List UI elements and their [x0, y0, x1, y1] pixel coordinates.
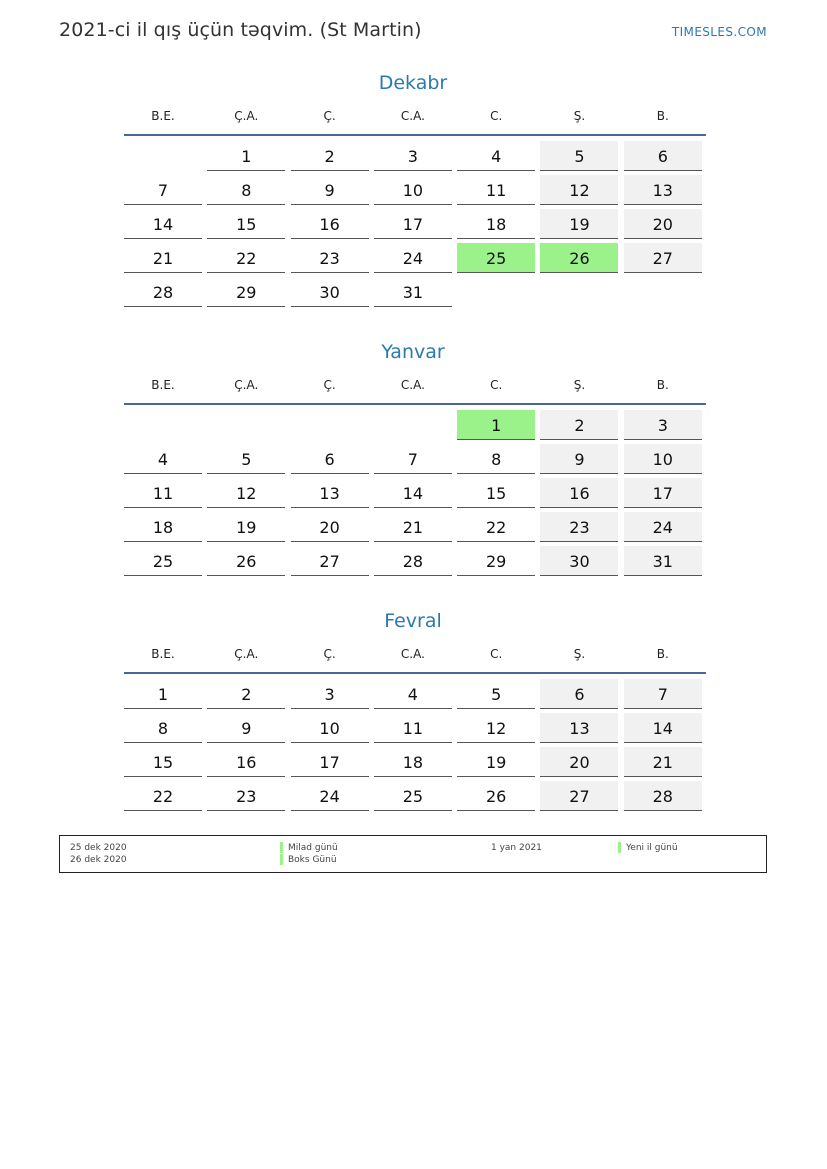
day-cell: 18 — [124, 512, 202, 542]
day-cell: 4 — [457, 141, 535, 171]
day-cell: 22 — [124, 781, 202, 811]
day-cell: 25 — [374, 781, 452, 811]
day-cell: 5 — [207, 444, 285, 474]
month-february — [122, 606, 704, 811]
day-cell: 11 — [457, 175, 535, 205]
day-cell: 9 — [207, 713, 285, 743]
day-cell: 27 — [624, 243, 702, 273]
day-cell: 15 — [124, 747, 202, 777]
day-cell: 2 — [291, 141, 369, 171]
day-cell: 23 — [207, 781, 285, 811]
day-cell-empty — [540, 277, 618, 307]
day-cell: 6 — [624, 141, 702, 171]
day-cell: 13 — [540, 713, 618, 743]
day-cell-empty — [207, 410, 285, 440]
day-cell: 14 — [124, 209, 202, 239]
day-cell: 5 — [540, 141, 618, 171]
day-cell: 21 — [624, 747, 702, 777]
legend-holiday-name: Yeni il günü — [626, 843, 678, 853]
day-cell-empty — [124, 141, 202, 171]
weekday-label: C. — [490, 647, 503, 661]
day-cell: 21 — [124, 243, 202, 273]
day-cell: 3 — [374, 141, 452, 171]
day-cell: 21 — [374, 512, 452, 542]
day-cell: 26 — [207, 546, 285, 576]
day-cell: 7 — [124, 175, 202, 205]
holiday-color-marker — [618, 842, 621, 853]
weekday-label: B. — [656, 647, 669, 661]
day-cell: 12 — [457, 713, 535, 743]
legend-holiday-name: Milad günü — [288, 843, 338, 853]
day-cell: 29 — [457, 546, 535, 576]
day-cell: 28 — [624, 781, 702, 811]
day-cell: 10 — [291, 713, 369, 743]
legend-holiday-name: Boks Günü — [288, 855, 337, 865]
day-cell: 26 — [457, 781, 535, 811]
day-cell: 11 — [124, 478, 202, 508]
day-cell: 20 — [291, 512, 369, 542]
weekday-label: Ş. — [573, 647, 586, 661]
legend-date: 25 dek 2020 — [70, 843, 127, 853]
day-cell: 9 — [540, 444, 618, 474]
month-title: Yanvar — [381, 341, 445, 363]
month-title: Dekabr — [378, 72, 448, 94]
month-title: Fevral — [384, 610, 442, 632]
day-cell: 20 — [540, 747, 618, 777]
holiday-color-marker — [280, 854, 283, 865]
day-cell: 18 — [457, 209, 535, 239]
day-cell: 27 — [291, 546, 369, 576]
weekday-label: C. — [490, 109, 503, 123]
day-cell: 15 — [207, 209, 285, 239]
day-cell: 10 — [374, 175, 452, 205]
day-cell: 6 — [291, 444, 369, 474]
day-cell: 9 — [291, 175, 369, 205]
days-grid — [124, 410, 704, 576]
day-cell: 28 — [124, 277, 202, 307]
day-cell: 26 — [540, 243, 618, 273]
day-cell: 14 — [374, 478, 452, 508]
day-cell: 7 — [624, 679, 702, 709]
weekday-label: C.A. — [400, 378, 425, 392]
month-january — [122, 337, 704, 576]
legend-date: 26 dek 2020 — [70, 855, 127, 865]
day-cell: 17 — [374, 209, 452, 239]
day-cell: 3 — [624, 410, 702, 440]
weekday-label: C. — [490, 378, 503, 392]
day-cell: 4 — [124, 444, 202, 474]
day-cell: 5 — [457, 679, 535, 709]
day-cell-empty — [124, 410, 202, 440]
weekday-label: B.E. — [151, 647, 175, 661]
day-cell: 28 — [374, 546, 452, 576]
weekday-label: C.A. — [400, 109, 425, 123]
day-cell: 30 — [540, 546, 618, 576]
day-cell: 25 — [457, 243, 535, 273]
day-cell: 8 — [124, 713, 202, 743]
day-cell: 17 — [624, 478, 702, 508]
weekday-label: Ş. — [573, 109, 586, 123]
day-cell: 25 — [124, 546, 202, 576]
day-cell: 12 — [540, 175, 618, 205]
day-cell: 18 — [374, 747, 452, 777]
day-cell: 1 — [457, 410, 535, 440]
weekday-label: Ç. — [323, 378, 336, 392]
weekday-label: B. — [656, 378, 669, 392]
day-cell: 13 — [624, 175, 702, 205]
day-cell: 4 — [374, 679, 452, 709]
weekday-label: Ç. — [323, 647, 336, 661]
weekday-header — [124, 636, 706, 674]
weekday-label: Ç. — [323, 109, 336, 123]
weekday-label: Ş. — [573, 378, 586, 392]
day-cell: 27 — [540, 781, 618, 811]
day-cell: 7 — [374, 444, 452, 474]
day-cell: 30 — [291, 277, 369, 307]
day-cell: 19 — [540, 209, 618, 239]
day-cell: 15 — [457, 478, 535, 508]
day-cell: 13 — [291, 478, 369, 508]
day-cell: 19 — [457, 747, 535, 777]
day-cell: 31 — [374, 277, 452, 307]
holiday-color-marker — [280, 842, 283, 853]
day-cell: 10 — [624, 444, 702, 474]
day-cell: 12 — [207, 478, 285, 508]
day-cell-empty — [291, 410, 369, 440]
legend-date: 1 yan 2021 — [491, 843, 542, 853]
day-cell: 2 — [207, 679, 285, 709]
day-cell: 23 — [540, 512, 618, 542]
day-cell: 24 — [624, 512, 702, 542]
day-cell-empty — [457, 277, 535, 307]
day-cell: 31 — [624, 546, 702, 576]
day-cell: 1 — [207, 141, 285, 171]
day-cell: 2 — [540, 410, 618, 440]
weekday-header — [124, 98, 706, 136]
month-december — [122, 68, 704, 307]
day-cell: 1 — [124, 679, 202, 709]
days-grid — [124, 141, 704, 307]
day-cell-empty — [374, 410, 452, 440]
day-cell: 23 — [291, 243, 369, 273]
weekday-label: Ç.A. — [234, 109, 259, 123]
weekday-header — [124, 367, 706, 405]
day-cell: 3 — [291, 679, 369, 709]
day-cell-empty — [624, 277, 702, 307]
day-cell: 16 — [540, 478, 618, 508]
weekday-label: Ç.A. — [234, 378, 259, 392]
day-cell: 16 — [207, 747, 285, 777]
weekday-label: B.E. — [151, 109, 175, 123]
day-cell: 22 — [457, 512, 535, 542]
weekday-label: B. — [656, 109, 669, 123]
day-cell: 22 — [207, 243, 285, 273]
day-cell: 19 — [207, 512, 285, 542]
day-cell: 29 — [207, 277, 285, 307]
holiday-legend — [59, 835, 767, 873]
day-cell: 14 — [624, 713, 702, 743]
day-cell: 24 — [374, 243, 452, 273]
day-cell: 11 — [374, 713, 452, 743]
weekday-label: Ç.A. — [234, 647, 259, 661]
day-cell: 8 — [457, 444, 535, 474]
site-link[interactable]: TIMESLES.COM — [671, 25, 767, 39]
days-grid — [124, 679, 704, 811]
day-cell: 6 — [540, 679, 618, 709]
weekday-label: C.A. — [400, 647, 425, 661]
day-cell: 16 — [291, 209, 369, 239]
weekday-label: B.E. — [151, 378, 175, 392]
page-title: 2021-ci il qış üçün təqvim. (St Martin) — [59, 19, 422, 41]
day-cell: 24 — [291, 781, 369, 811]
day-cell: 8 — [207, 175, 285, 205]
day-cell: 17 — [291, 747, 369, 777]
day-cell: 20 — [624, 209, 702, 239]
